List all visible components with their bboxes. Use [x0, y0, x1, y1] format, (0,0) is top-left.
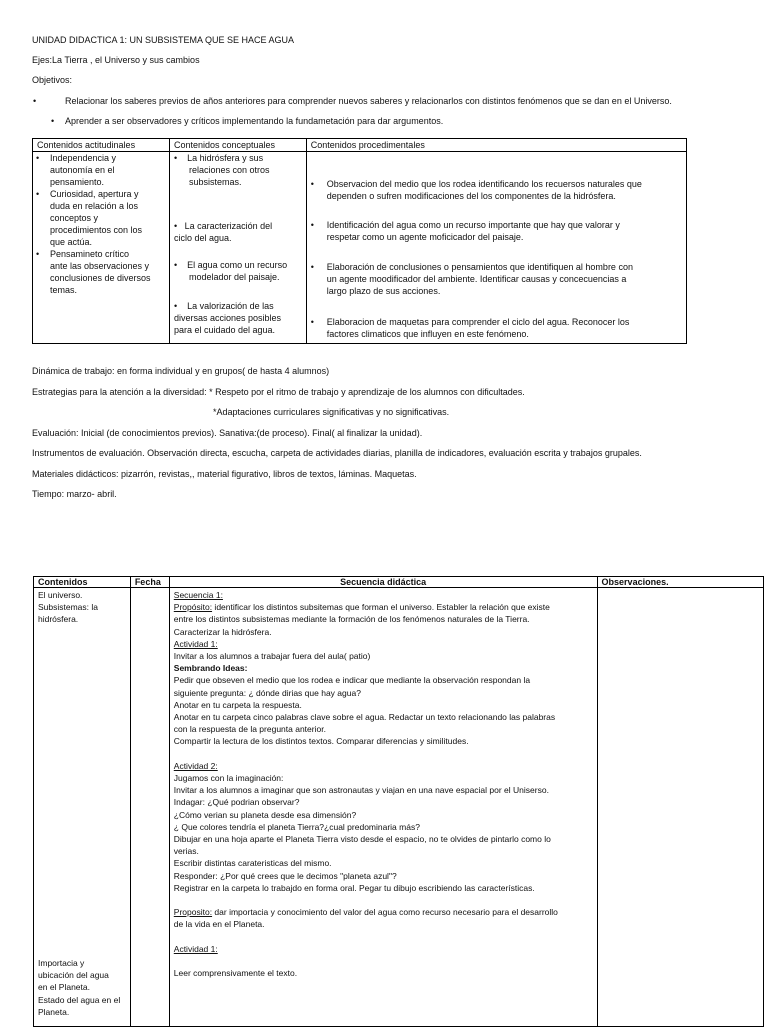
- secuencia-cell: Secuencia 1: Propósito: identificar los distintos subsitemas que forman el universo. Establer la relación que existe entre los distintos subsistemas mediante la formación de los fenómenos naturales de la Tierra. Caracterizar la hidrósfera. Actividad 1: Invitar a los alumnos a trabajar fuera del aula( patio) Sembrando Ideas: Pedir que obseven el medio que los rodea e indicar que mediante la observación respondan la siguiente pregunta: ¿ dónde dirias que hay agua? Anotar en tu carpeta la respuesta. Anotar en tu carpeta cinco palabras clave sobre el agua. Redactar un texto relacionando las palabras con la respuesta de la pregunta anterior. Compartir la lectura de los distintos textos. Comparar diferencias y similitudes. Actividad 2: Jugamos con la imaginación: Invitar a los alumnos a imaginar que son astronautas y viajan en una nave espacial por el Uniserso. Indagar: ¿Qué podrian observar? ¿Cómo verian su planeta desde esa dimensión? ¿ Que colores tendría el planeta Tierra?¿cual predominaria más? Dibujar en una hoja aparte el Planeta Tierra visto desde el espacio, no te olvides de pintarlo como lo verias. Escribir distintas carateristicas del mismo. Responder: ¿Por qué crees que le decimos "planeta azul"? Registrar en la carpeta lo trabajdo en forma oral. Pegar tu dibujo escribiendo las características. Proposito: dar importacia y conocimiento del valor del agua como recurso necesario para el desarrollo de la vida en el Planeta. Actividad 1: Leer comprensivamente el texto.: [169, 588, 597, 1027]
- estrategias-line: Estrategias para la atención a la diversidad: * Respeto por el ritmo de trabajo y aprendizaje de los alumnos con dificultades.: [32, 387, 525, 397]
- contenidos-cell: [34, 588, 131, 1027]
- dinamica-line: Dinámica de trabajo: en forma individual y en grupos( de hasta 4 alumnos): [32, 366, 330, 376]
- list-item: • La hidrósfera y sus relaciones con otros subsistemas.: [173, 153, 270, 187]
- header-conceptuales: Contenidos conceptuales: [169, 139, 306, 152]
- list-item: • Pensamineto crítico ante las observaciones y conclusiones de diversos temas.: [35, 248, 166, 296]
- list-item: • La caracterización del ciclo del agua.: [173, 221, 273, 243]
- header-fecha: Fecha: [130, 577, 169, 588]
- objective-2: Aprender a ser observadores y críticos implementando la fundametación para dar argumentos.: [65, 116, 444, 126]
- header-observaciones: Observaciones.: [597, 577, 763, 588]
- observaciones-cell: [597, 588, 763, 1027]
- instrumentos-line: Instrumentos de evaluación. Observación directa, escucha, carpeta de actividades diarias, planilla de indicadores, evaluación escrita y trabajos grupales.: [32, 448, 642, 458]
- contenidos-group-1: El universo. Subsistemas: la hidrósfera.: [38, 590, 98, 625]
- conceptuales-cell: [169, 152, 306, 344]
- proposito-label: Propósito:: [173, 602, 213, 613]
- list-item: • La valorización de las diversas acciones posibles para el cuidado del agua.: [173, 301, 282, 335]
- sembrando-label: Sembrando Ideas:: [173, 663, 248, 674]
- list-item: • Elaboración de conclusiones o pensamientos que identifiquen al hombre con un agente moodificador del ambiente. Identificar causas y concecuencias a largo plazo de sus acciones.: [311, 261, 699, 297]
- actitudinales-cell: [33, 152, 170, 344]
- header-actitudinales: Contenidos actitudinales: [33, 139, 170, 152]
- adaptaciones-line: *Adaptaciones curriculares significativas y no significativas.: [213, 407, 450, 417]
- contenidos-group-2: Importacia y ubicación del agua en el Planeta. Estado del agua en el Planeta.: [38, 958, 121, 1017]
- list-item: • El agua como un recurso modelador del paisaje.: [173, 260, 288, 282]
- list-item: • Curiosidad, apertura y duda en relación a los conceptos y procedimientos con los que actúa.: [35, 188, 166, 248]
- tiempo-line: Tiempo: marzo- abril.: [32, 489, 117, 499]
- proposito-2-label: Proposito:: [173, 907, 213, 918]
- list-item: • Observacion del medio que los rodea identificando los recuersos naturales que dependen o sufren modificaciones del los componentes de la hidrósfera.: [311, 178, 699, 202]
- secuencia-label: Secuencia 1:: [173, 590, 223, 600]
- contents-table: [32, 138, 687, 344]
- evaluacion-line: Evaluación: Inicial (de conocimientos previos). Sanativa:(de proceso). Final( al finalizar la unidad).: [32, 428, 423, 438]
- header-secuencia: Secuencia didáctica: [169, 577, 597, 588]
- ejes-line: Ejes:La Tierra , el Universo y sus cambios: [32, 55, 200, 65]
- header-contenidos: Contenidos: [34, 577, 131, 588]
- bullet-icon: •: [33, 96, 37, 106]
- sequence-table: [33, 576, 764, 1027]
- actividad-1b-label: Actividad 1:: [173, 943, 218, 954]
- objetivos-label: Objetivos:: [32, 75, 73, 85]
- list-item: • Identificación del agua como un recurso importante que hay que valorar y respetar como un agente moficicador del paisaje.: [311, 219, 699, 243]
- actividad-1-label: Actividad 1:: [173, 638, 218, 649]
- leer-line: Leer comprensivamente el texto.: [173, 968, 298, 979]
- procedimentales-cell: [306, 152, 686, 344]
- actividad-2-label: Actividad 2:: [173, 760, 218, 771]
- unit-title: UNIDAD DIDACTICA 1: UN SUBSISTEMA QUE SE HACE AGUA: [32, 35, 295, 45]
- list-item: • Independencia y autonomía en el pensamiento.: [35, 152, 166, 188]
- list-item: • Elaboracion de maquetas para comprender el ciclo del agua. Reconocer los factores climaticos que influyen en este fenómeno.: [311, 316, 699, 340]
- materiales-line: Materiales didácticos: pizarrón, revistas,, material figurativo, libros de textos, láminas. Maquetas.: [32, 469, 417, 479]
- objective-1: Relacionar los saberes previos de años anteriores para comprender nuevos saberes y relacionarlos con distintos fenómenos que se dan en el Universo.: [65, 96, 672, 106]
- header-procedimentales: Contenidos procedimentales: [306, 139, 686, 152]
- fecha-cell: [130, 588, 169, 1027]
- bullet-icon: •: [51, 116, 55, 126]
